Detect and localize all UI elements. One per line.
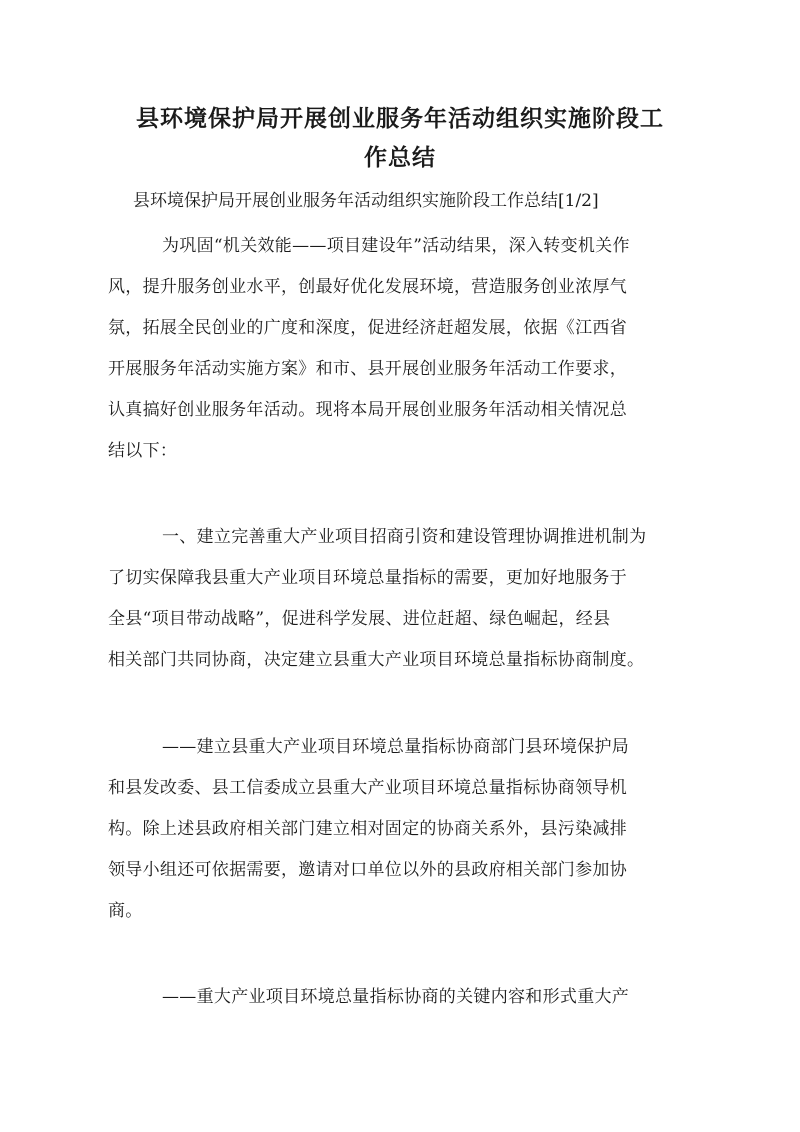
paragraph-3-line-4: 领导小组还可依据需要，邀请对口单位以外的县政府相关部门参加协	[108, 860, 627, 880]
paragraph-2-line-1: 一、建立完善重大产业项目招商引资和建设管理协调推进机制为	[162, 527, 647, 547]
paragraph-2-line-4: 相关部门共同协商，决定建立县重大产业项目环境总量指标协商制度。	[108, 650, 645, 670]
paragraph-2-line-3: 全县“项目带动战略”，促进科学发展、进位赶超、绿色崛起，经县	[108, 609, 611, 629]
paragraph-1-line-5: 认真搞好创业服务年活动。现将本局开展创业服务年活动相关情况总	[108, 400, 627, 420]
paragraph-3-line-5: 商。	[108, 901, 143, 921]
paragraph-1-line-4: 开展服务年活动实施方案》和市、县开展创业服务年活动工作要求，	[108, 359, 627, 379]
paragraph-1-line-2: 风，提升服务创业水平，创最好优化发展环境，营造服务创业浓厚气	[108, 277, 627, 297]
paragraph-1-line-1: 为巩固“机关效能——项目建设年”活动结果，深入转变机关作	[162, 236, 630, 256]
paragraph-1-line-3: 氛，拓展全民创业的广度和深度，促进经济赶超发展，依据《江西省	[108, 318, 627, 338]
paragraph-3-line-2: 和县发改委、县工信委成立县重大产业项目环境总量指标协商领导机	[108, 778, 627, 798]
paragraph-3-line-3: 构。除上述县政府相关部门建立相对固定的协商关系外，县污染减排	[108, 819, 627, 839]
document-title-line-1: 县环境保护局开展创业服务年活动组织实施阶段工	[136, 105, 664, 132]
paragraph-2-line-2: 了切实保障我县重大产业项目环境总量指标的需要，更加好地服务于	[108, 568, 627, 588]
document-title-line-2: 作总结	[364, 144, 436, 171]
document-subtitle: 县环境保护局开展创业服务年活动组织实施阶段工作总结[1/2]	[133, 191, 599, 211]
paragraph-3-line-1: ——建立县重大产业项目环境总量指标协商部门县环境保护局	[162, 737, 630, 757]
paragraph-4-line-1: ——重大产业项目环境总量指标协商的关键内容和形式重大产	[162, 987, 630, 1007]
paragraph-1-line-6: 结以下：	[108, 441, 178, 461]
